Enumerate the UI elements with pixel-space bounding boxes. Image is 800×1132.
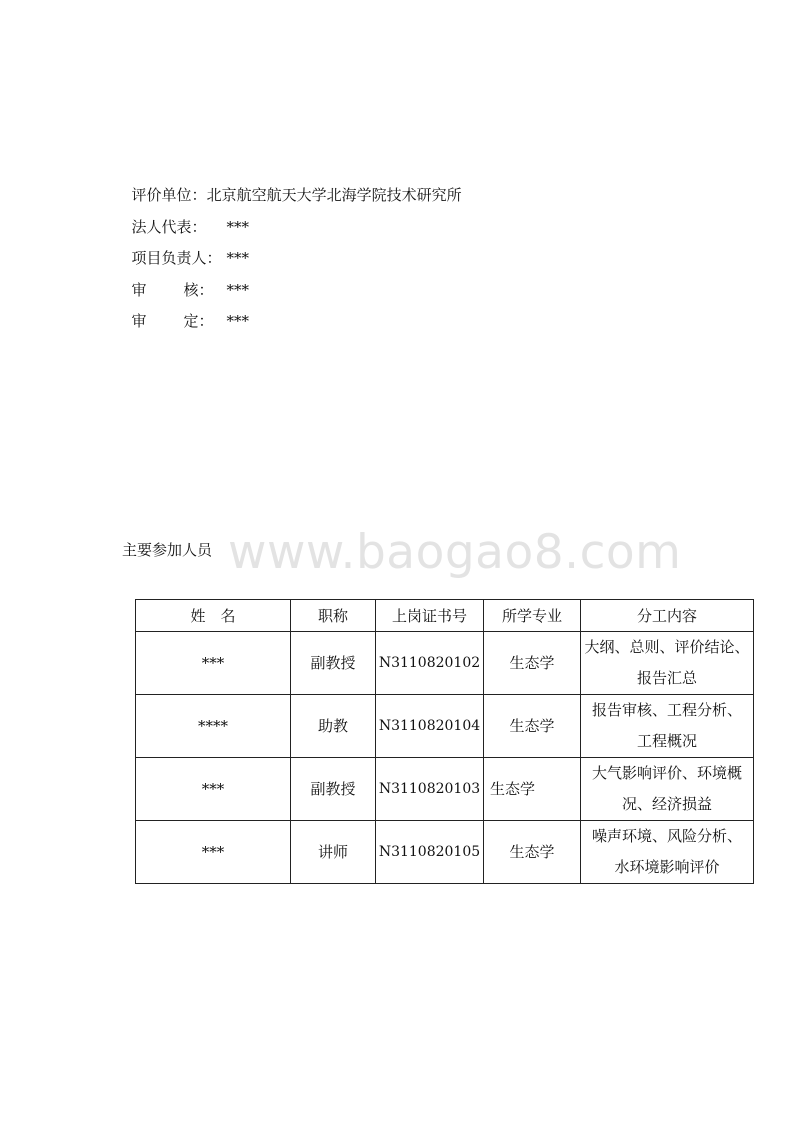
cell-major: 生态学 (484, 695, 581, 758)
project-lead-label: 项目负责人： (131, 249, 222, 267)
approve-label (132, 311, 227, 331)
review-label-char-2: 核： (183, 281, 214, 299)
cell-work-line-2: 水环境影响评价 (614, 858, 720, 876)
cell-title: 讲师 (291, 821, 376, 884)
table-row (136, 821, 754, 884)
watermark: www.baogao8.com (228, 525, 682, 580)
cell-major: 生态学 (484, 758, 581, 821)
table-header-row (136, 600, 754, 632)
cell-work (581, 758, 754, 821)
cell-title: 副教授 (291, 758, 376, 821)
cell-name: *** (136, 821, 291, 884)
cell-work-line-2: 况、经济损益 (621, 795, 712, 813)
cell-title: 助教 (291, 695, 376, 758)
cell-cert: N3110820103 (376, 758, 484, 821)
cell-cert: N3110820102 (376, 632, 484, 695)
cell-name: *** (136, 758, 291, 821)
cell-work (581, 821, 754, 884)
header-cert: 上岗证书号 (376, 600, 484, 632)
cell-work-line-2: 报告汇总 (636, 669, 697, 687)
approve-label-char-1: 审 (131, 312, 147, 330)
cell-title: 副教授 (291, 632, 376, 695)
cell-work-line-1: 大气影响评价、环境概 (591, 764, 742, 782)
table-row (136, 758, 754, 821)
cell-work-line-2: 工程概况 (636, 732, 697, 750)
unit-value: 北京航空航天大学北海学院技术研究所 (206, 186, 462, 204)
legal-rep-value: *** (226, 218, 250, 236)
cell-cert: N3110820104 (376, 695, 484, 758)
staff-table (135, 599, 754, 884)
cell-name: **** (136, 695, 291, 758)
cell-work (581, 695, 754, 758)
approve-value: *** (226, 312, 250, 330)
header-title: 职称 (291, 600, 376, 632)
approve-label-char-2: 定： (183, 312, 214, 330)
review-label-char-1: 审 (131, 281, 147, 299)
header-work: 分工内容 (581, 600, 754, 632)
cell-work-line-1: 噪声环境、风险分析、 (591, 827, 742, 845)
cell-work-line-1: 大纲、总则、评价结论、 (584, 638, 750, 656)
cell-major: 生态学 (484, 821, 581, 884)
table-row (136, 632, 754, 695)
section-title: 主要参加人员 (122, 541, 213, 559)
cell-cert: N3110820105 (376, 821, 484, 884)
header-name: 姓 名 (136, 600, 291, 632)
cell-work-line-1: 报告审核、工程分析、 (591, 701, 742, 719)
info-approve-line (122, 291, 249, 331)
legal-rep-label: 法人代表： (131, 218, 207, 236)
header-major: 所学专业 (484, 600, 581, 632)
unit-label: 评价单位： (131, 186, 207, 204)
cell-work (581, 632, 754, 695)
review-value: *** (226, 281, 250, 299)
cell-name: *** (136, 632, 291, 695)
cell-major: 生态学 (484, 632, 581, 695)
table-row (136, 695, 754, 758)
project-lead-value: *** (226, 249, 250, 267)
